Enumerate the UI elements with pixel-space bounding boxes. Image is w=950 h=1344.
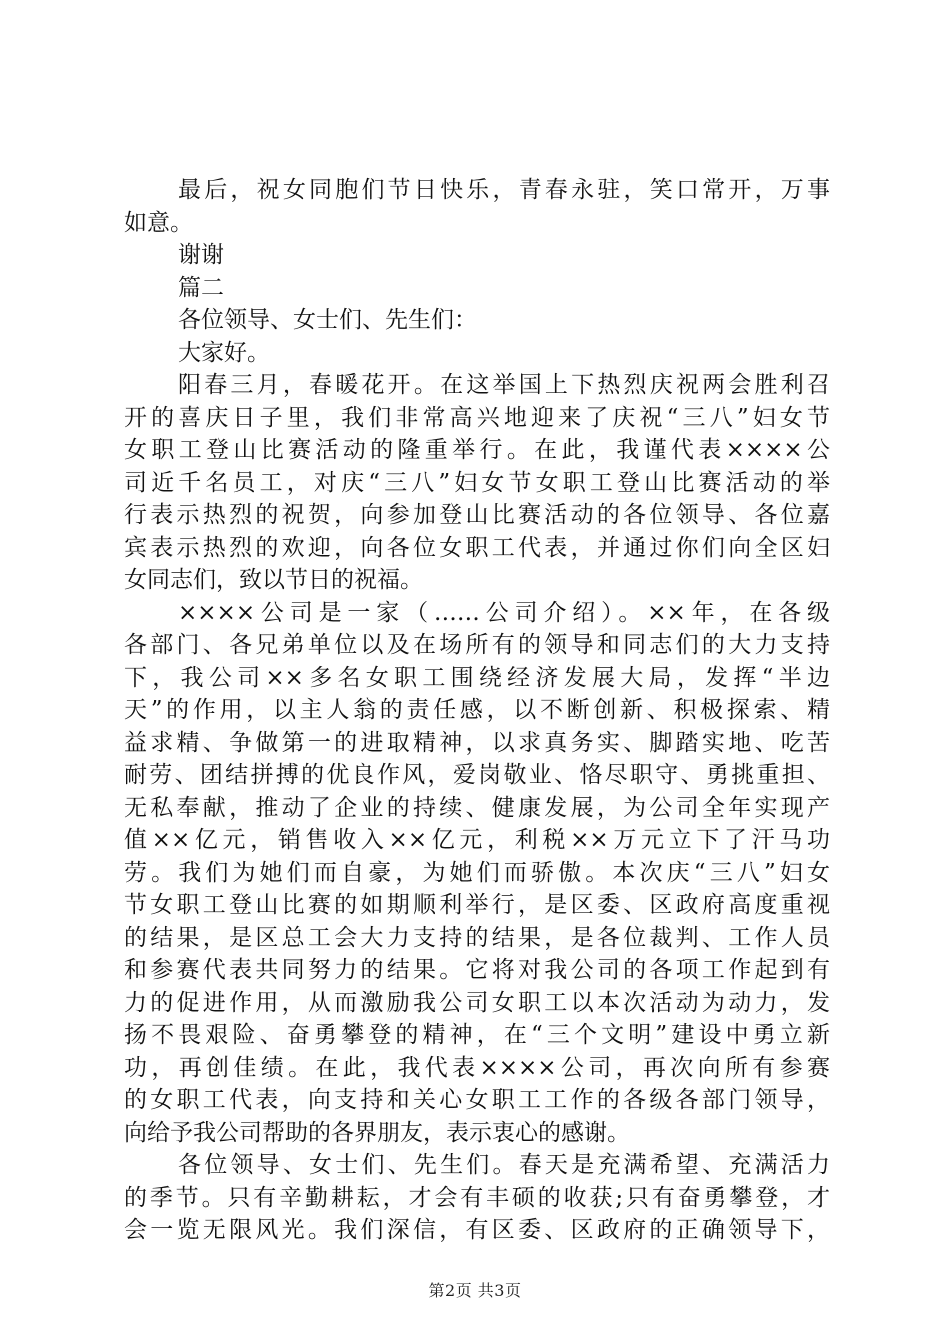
text-line: 各位领导、女士们、先生们。春天是充满希望、充满活力 (178, 1152, 830, 1178)
text-line: 阳春三月，春暖花开。在这举国上下热烈庆祝两会胜利召 (178, 372, 830, 398)
text-line: 力的促进作用，从而激励我公司女职工以本次活动为动力，发 (124, 989, 830, 1016)
text-line: 无私奉献，推动了企业的持续、健康发展，为公司全年实现产 (124, 794, 830, 821)
text-line: 向给予我公司帮助的各界朋友，表示衷心的感谢。 (124, 1119, 630, 1146)
text-line: 值××亿元，销售收入××亿元，利税××万元立下了汗马功 (124, 827, 830, 853)
text-line: 女同志们，致以节日的祝福。 (124, 567, 423, 593)
text-line: 天”的作用，以主人翁的责任感，以不断创新、积极探索、精 (124, 697, 830, 723)
page-footer: 第2页 共3页 (428, 1281, 522, 1300)
text-line: 宾表示热烈的欢迎，向各位女职工代表，并通过你们向全区妇 (124, 534, 830, 561)
text-line: 司近千名员工，对庆“三八”妇女节女职工登山比赛活动的举 (124, 469, 830, 496)
text-line: ××××公司是一家（……公司介绍）。××年，在各级 (178, 599, 830, 626)
text-line: 功，再创佳绩。在此，我代表××××公司，再次向所有参赛 (124, 1054, 830, 1081)
text-line: 各部门、各兄弟单位以及在场所有的领导和同志们的大力支持 (124, 632, 830, 658)
text-line: 的结果，是区总工会大力支持的结果，是各位裁判、工作人员 (124, 924, 830, 951)
text-line: 益求精、争做第一的进取精神，以求真务实、脚踏实地、吃苦 (124, 729, 830, 756)
text-line: 节女职工登山比赛的如期顺利举行，是区委、区政府高度重视 (124, 892, 830, 918)
text-line: 会一览无限风光。我们深信，有区委、区政府的正确领导下， (124, 1217, 830, 1243)
text-line: 开的喜庆日子里，我们非常高兴地迎来了庆祝“三八”妇女节 (124, 404, 830, 431)
text-line: 各位领导、女士们、先生们： (178, 307, 477, 333)
text-line: 如意。 (124, 209, 193, 236)
text-line: 谢谢 (178, 242, 224, 268)
text-line: 劳。我们为她们而自豪，为她们而骄傲。本次庆“三八”妇女 (124, 859, 830, 886)
text-line: 女职工登山比赛活动的隆重举行。在此，我谨代表××××公 (124, 437, 830, 463)
text-line: 行表示热烈的祝贺，向参加登山比赛活动的各位领导、各位嘉 (124, 502, 830, 528)
text-line: 最后，祝女同胞们节日快乐，青春永驻，笑口常开，万事 (178, 177, 830, 203)
text-line: 篇二 (178, 274, 224, 301)
text-line: 大家好。 (178, 339, 270, 366)
text-line: 耐劳、团结拼搏的优良作风，爱岗敬业、恪尽职守、勇挑重担、 (124, 762, 830, 788)
text-line: 的女职工代表，向支持和关心女职工工作的各级各部门领导， (124, 1087, 830, 1113)
text-line: 下，我公司××多名女职工围绕经济发展大局，发挥“半边 (124, 664, 830, 691)
text-line: 的季节。只有辛勤耕耘，才会有丰硕的收获;只有奋勇攀登，才 (124, 1184, 830, 1211)
text-line: 扬不畏艰险、奋勇攀登的精神，在“三个文明”建设中勇立新 (124, 1022, 830, 1048)
document-body (124, 174, 830, 1247)
text-line: 和参赛代表共同努力的结果。它将对我公司的各项工作起到有 (124, 957, 830, 983)
